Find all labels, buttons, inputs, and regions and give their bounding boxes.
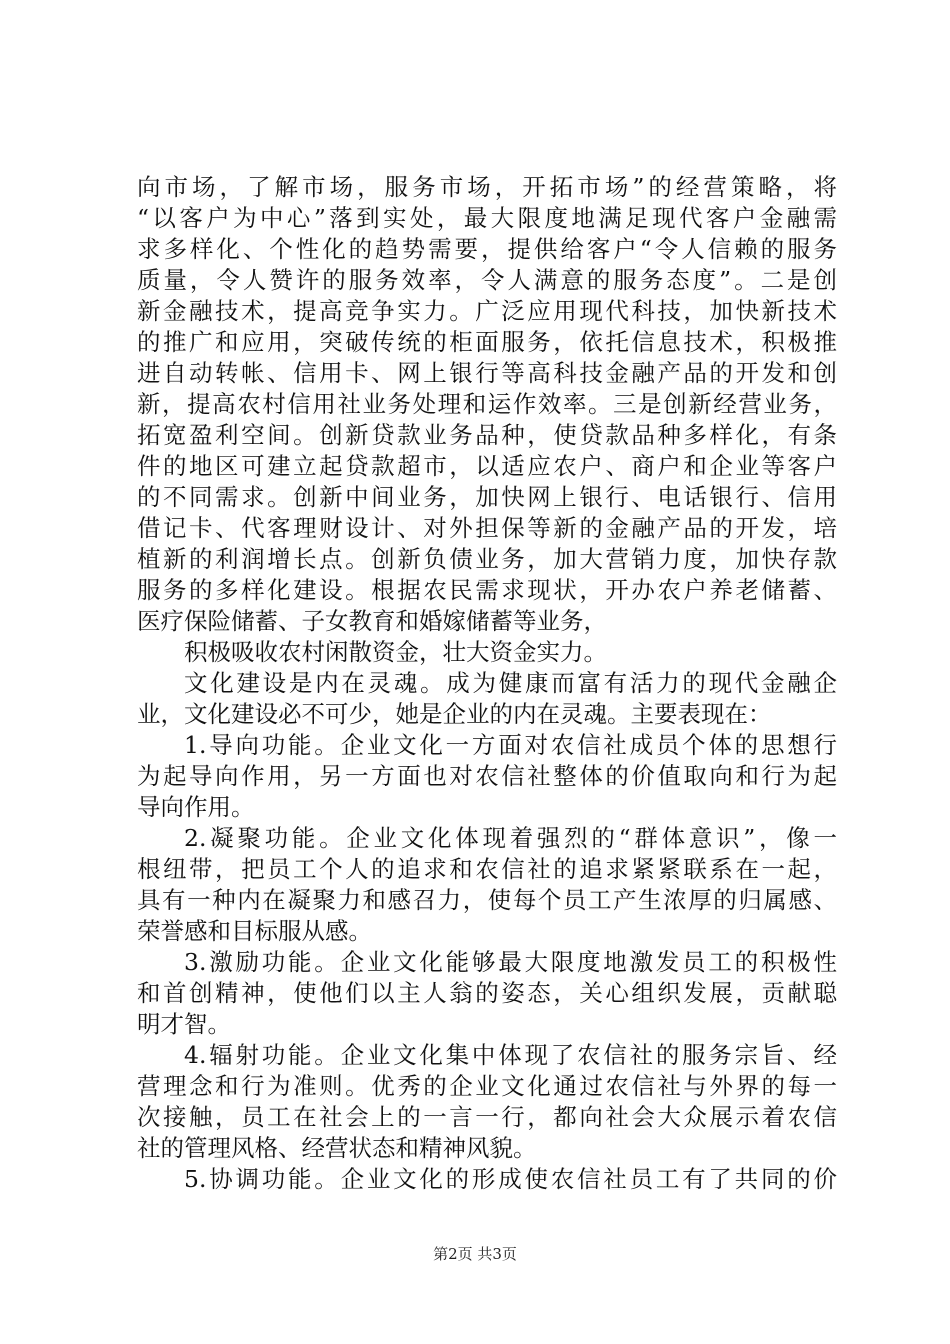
text-line: 的推广和应用，突破传统的柜面服务，依托信息技术，积极推 [137, 328, 837, 356]
text-line: 5.协调功能。企业文化的形成使农信社员工有了共同的价 [184, 1165, 837, 1193]
text-line: 具有一种内在凝聚力和感召力，使每个员工产生浓厚的归属感、 [137, 886, 837, 914]
text-line: 拓宽盈利空间。创新贷款业务品种，使贷款品种多样化，有条 [137, 421, 837, 449]
text-line: 根纽带，把员工个人的追求和农信社的追求紧紧联系在一起， [137, 855, 837, 883]
text-line: 积极吸收农村闲散资金，壮大资金实力。 [184, 638, 607, 666]
text-line: 为起导向作用，另一方面也对农信社整体的价值取向和行为起 [137, 762, 837, 790]
text-line: 营理念和行为准则。优秀的企业文化通过农信社与外界的每一 [137, 1072, 837, 1100]
text-line: 向市场，了解市场，服务市场，开拓市场”的经营策略，将 [137, 173, 837, 201]
text-line: 求多样化、个性化的趋势需要，提供给客户“令人信赖的服务 [137, 235, 837, 263]
text-line: “以客户为中心”落到实处，最大限度地满足现代客户金融需 [137, 204, 837, 232]
text-line: 导向作用。 [137, 793, 255, 821]
text-line: 和首创精神，使他们以主人翁的姿态，关心组织发展，贡献聪 [137, 979, 837, 1007]
text-line: 新，提高农村信用社业务处理和运作效率。三是创新经营业务， [137, 390, 837, 418]
document-body [137, 172, 837, 1195]
text-line: 进自动转帐、信用卡、网上银行等高科技金融产品的开发和创 [137, 359, 837, 387]
text-line: 荣誉感和目标服从感。 [137, 917, 372, 945]
text-line: 的不同需求。创新中间业务，加快网上银行、电话银行、信用 [137, 483, 837, 511]
text-line: 社的管理风格、经营状态和精神风貌。 [137, 1134, 537, 1162]
text-line: 明才智。 [137, 1010, 231, 1038]
text-line: 植新的利润增长点。创新负债业务，加大营销力度，加快存款 [137, 545, 837, 573]
text-line: 新金融技术，提高竞争实力。广泛应用现代科技，加快新技术 [137, 297, 837, 325]
text-line: 借记卡、代客理财设计、对外担保等新的金融产品的开发，培 [137, 514, 837, 542]
page-footer: 第2页 共3页 [433, 1245, 517, 1263]
text-line: 3.激励功能。企业文化能够最大限度地激发员工的积极性 [184, 948, 837, 976]
text-line: 次接触，员工在社会上的一言一行，都向社会大众展示着农信 [137, 1103, 837, 1131]
text-line: 服务的多样化建设。根据农民需求现状，开办农户养老储蓄、 [137, 576, 837, 604]
text-line: 质量，令人赞许的服务效率，令人满意的服务态度”。二是创 [137, 266, 837, 294]
text-line: 医疗保险储蓄、子女教育和婚嫁储蓄等业务， [137, 607, 607, 635]
text-line: 1.导向功能。企业文化一方面对农信社成员个体的思想行 [184, 731, 837, 759]
text-line: 文化建设是内在灵魂。成为健康而富有活力的现代金融企 [184, 669, 837, 697]
text-line: 2.凝聚功能。企业文化体现着强烈的“群体意识”，像一 [184, 824, 837, 852]
text-line: 件的地区可建立起贷款超市，以适应农户、商户和企业等客户 [137, 452, 837, 480]
text-line: 业，文化建设必不可少，她是企业的内在灵魂。主要表现在： [137, 700, 772, 728]
text-line: 4.辐射功能。企业文化集中体现了农信社的服务宗旨、经 [184, 1041, 837, 1069]
